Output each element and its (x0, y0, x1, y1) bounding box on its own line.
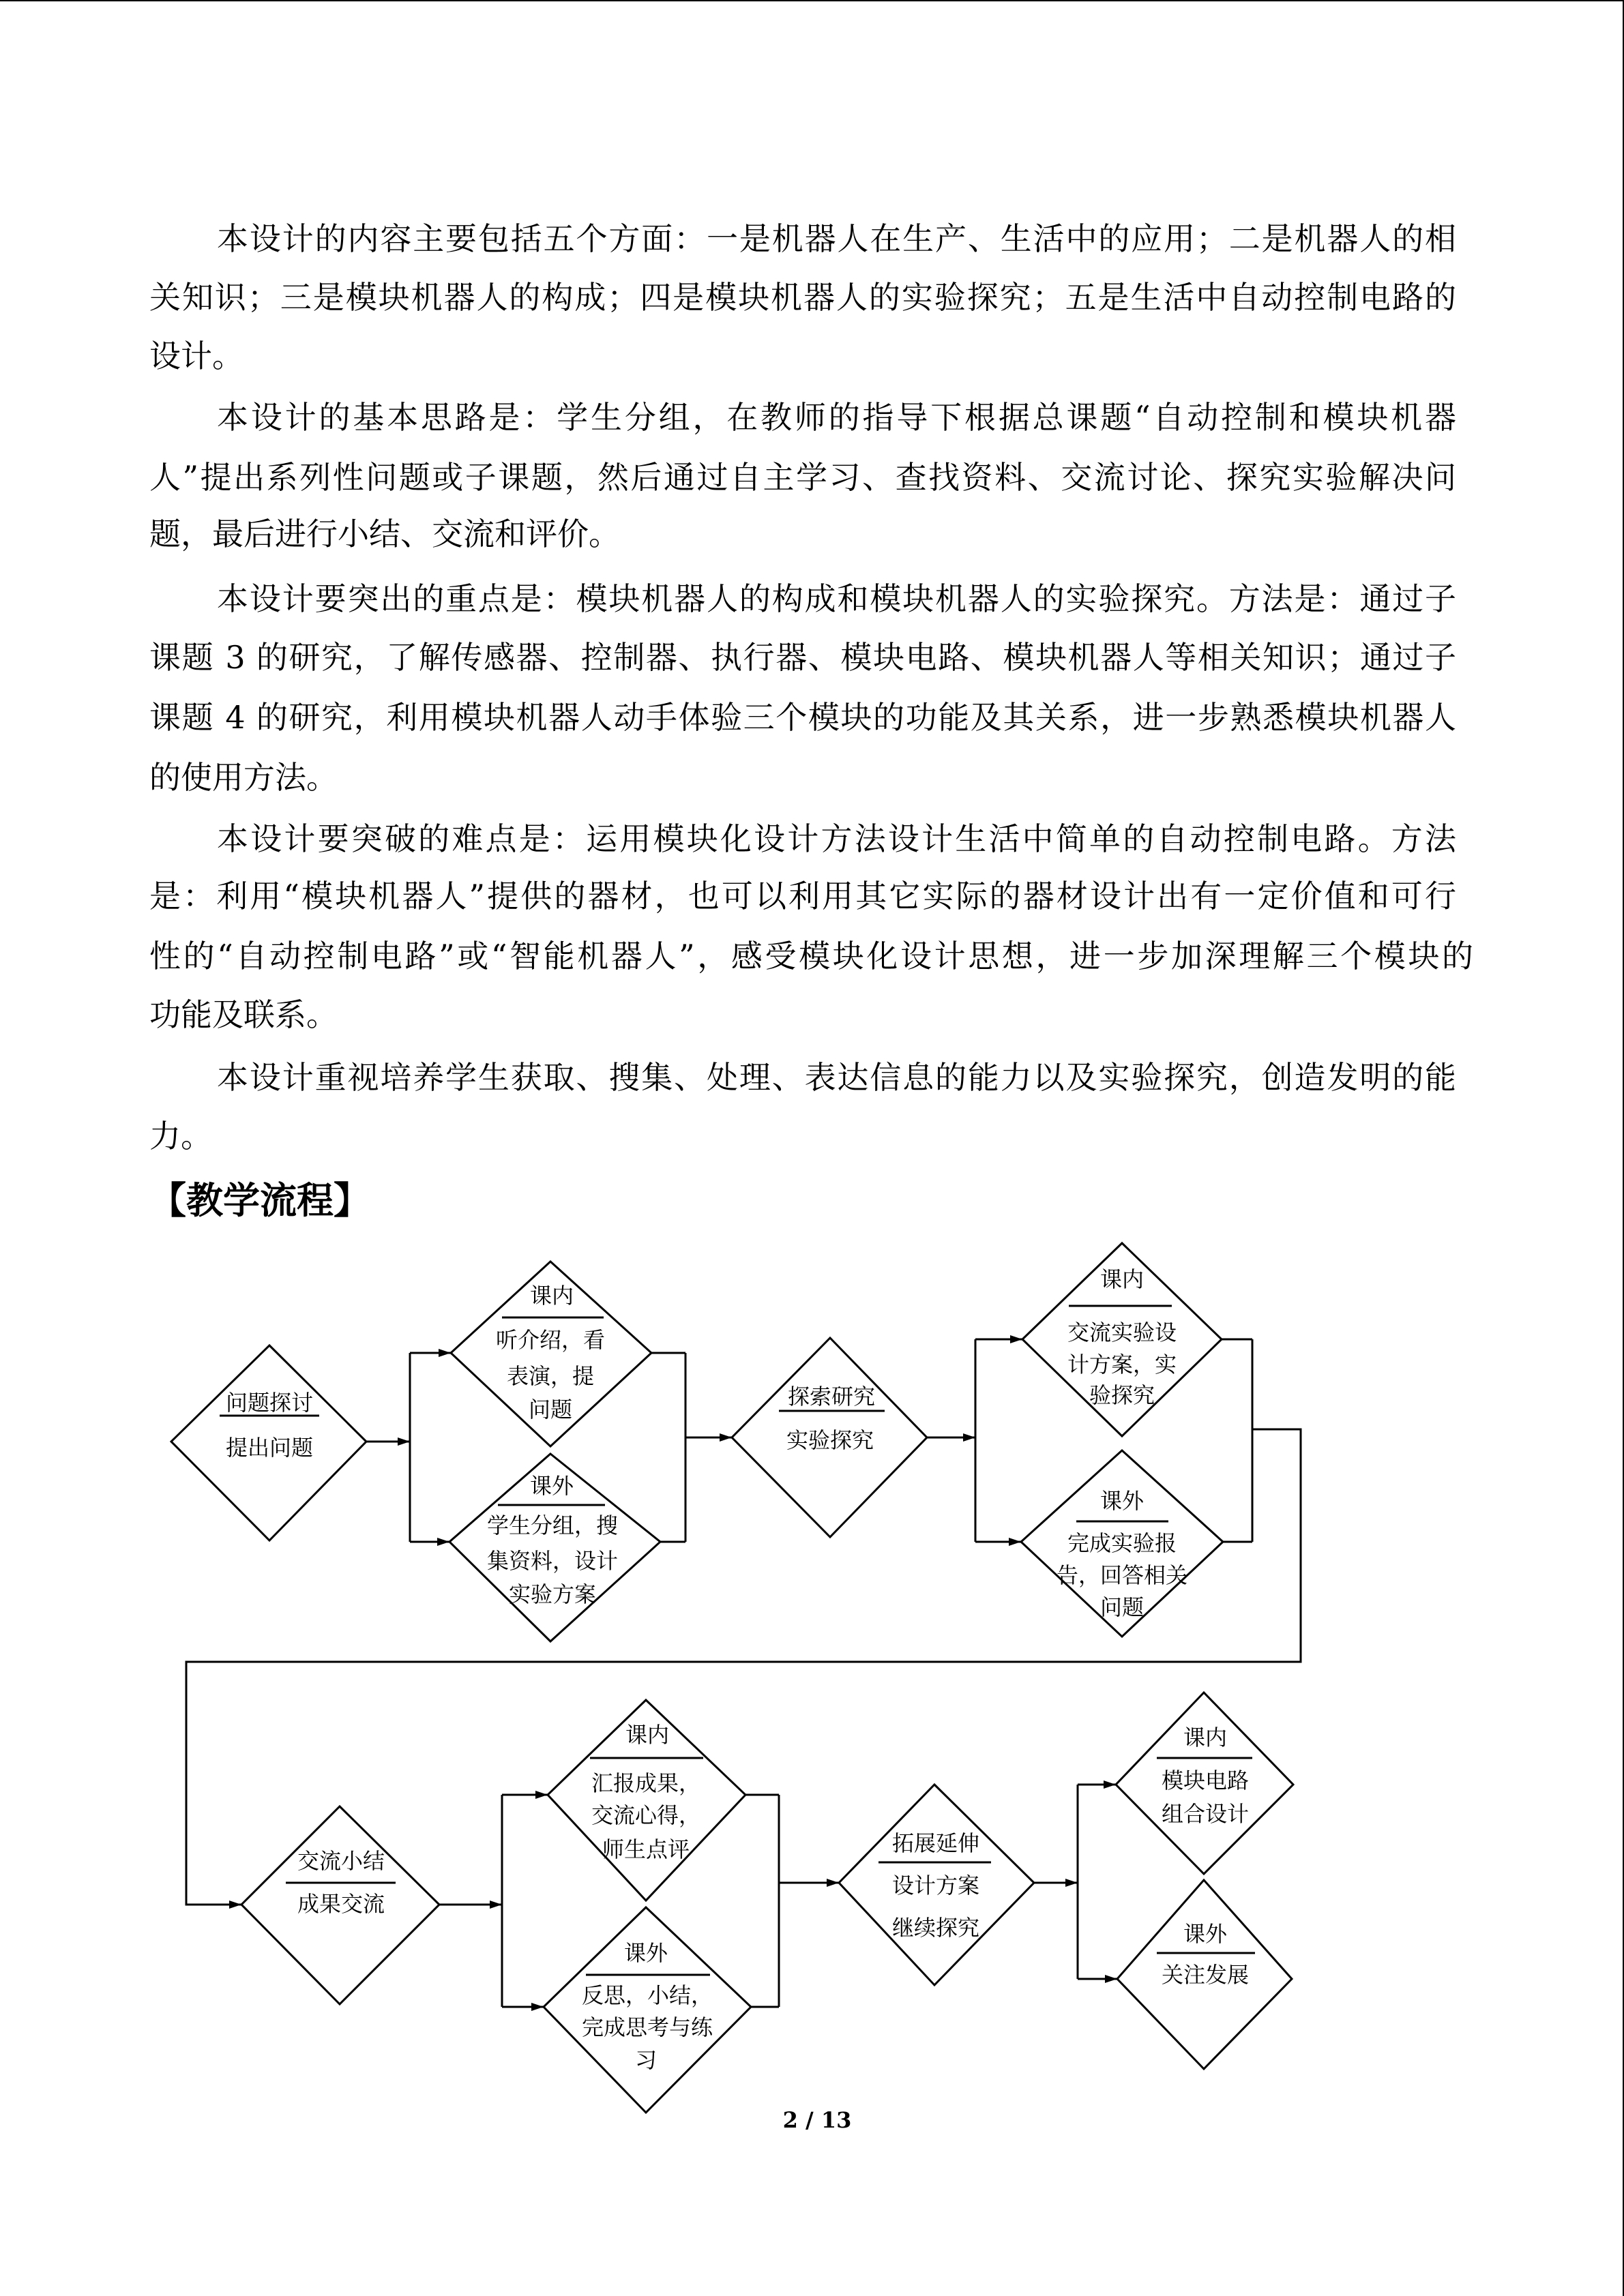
node-body-line: 师生点评 (602, 1836, 690, 1862)
flow-node-9 (544, 1907, 751, 2113)
node-heading: 课内 (529, 1283, 574, 1309)
node-heading: 探索研究 (787, 1384, 876, 1410)
section-heading: 【教学流程】 (149, 1178, 370, 1222)
node-body-line: 告，回答相关 (1056, 1562, 1188, 1588)
node-heading: 课外 (1183, 1921, 1228, 1947)
diamond-shape (544, 1907, 751, 2113)
paragraph-4-line-4: 功能及联系。 (149, 996, 338, 1033)
paragraph-2-line-1: 本设计的基本思路是：学生分组，在教师的指导下根据总课题“自动控制和模块机器 (217, 399, 1456, 436)
node-body-line: 关注发展 (1161, 1962, 1250, 1988)
node-body-line: 学生分组，搜 (486, 1512, 619, 1538)
node-body-line: 汇报成果， (591, 1770, 701, 1796)
node-body-line: 习 (634, 2047, 658, 2073)
node-body-line: 实验方案 (508, 1581, 597, 1607)
paragraph-4-line-3: 性的“自动控制电路”或“智能机器人”，感受模块化设计思想，进一步加深理解三个模块的 (149, 938, 1473, 974)
flow-node-11 (1116, 1693, 1293, 1874)
node-body-line: 反思，小结， (581, 1982, 713, 2008)
node-body-line: 提出问题 (225, 1435, 314, 1461)
teaching-flowchart (0, 1, 1624, 2296)
flow-node-7 (241, 1806, 439, 2004)
page-number: 2 / 13 (782, 2107, 852, 2133)
node-body-line: 问题 (528, 1397, 573, 1422)
flow-node-3 (449, 1454, 660, 1641)
node-body-line: 设计方案 (891, 1873, 980, 1898)
node-body-line: 模块电路 (1161, 1768, 1250, 1793)
node-heading: 课内 (1183, 1725, 1228, 1750)
node-heading: 问题探讨 (225, 1390, 314, 1416)
node-heading: 课外 (529, 1473, 574, 1499)
node-body-line: 验探究 (1089, 1382, 1155, 1408)
node-body-line: 交流心得， (591, 1802, 701, 1828)
flow-node-12 (1117, 1880, 1292, 2069)
node-body-line: 完成实验报 (1067, 1530, 1177, 1556)
node-body-line: 表演，提 (506, 1363, 595, 1389)
node-heading: 拓展延伸 (891, 1830, 980, 1856)
paragraph-5-line-2: 力。 (149, 1118, 212, 1154)
flow-node-2 (451, 1262, 651, 1446)
node-body-line: 继续探究 (891, 1915, 980, 1941)
node-heading: 课外 (623, 1940, 668, 1966)
node-body-line: 交流实验设 (1067, 1320, 1177, 1345)
paragraph-3-line-1: 本设计要突出的重点是：模块机器人的构成和模块机器人的实验探究。方法是：通过子 (217, 580, 1456, 617)
node-body-line: 听介绍，看 (495, 1327, 606, 1353)
node-body-line: 成果交流 (297, 1891, 385, 1917)
flow-node-4 (732, 1338, 927, 1537)
node-body-line: 完成思考与练 (581, 2014, 713, 2040)
node-body-line: 计方案，实 (1067, 1352, 1177, 1377)
flow-node-10 (839, 1785, 1034, 1985)
paragraph-1-line-3: 设计。 (149, 338, 243, 374)
paragraph-3-line-2: 课题 3 的研究，了解传感器、控制器、执行器、模块电路、模块机器人等相关知识；通过子 (149, 639, 1456, 676)
node-heading: 课内 (625, 1722, 670, 1748)
node-body-line: 实验探究 (786, 1427, 874, 1453)
paragraph-5-line-1: 本设计重视培养学生获取、搜集、处理、表达信息的能力以及实验探究，创造发明的能 (217, 1059, 1456, 1096)
paragraph-1-line-2: 关知识；三是模块机器人的构成；四是模块机器人的实验探究；五是生活中自动控制电路的 (149, 279, 1456, 316)
paragraph-2-line-2: 人”提出系列性问题或子课题，然后通过自主学习、查找资料、交流讨论、探究实验解决问 (149, 459, 1456, 496)
paragraph-2-line-3: 题，最后进行小结、交流和评价。 (149, 516, 620, 552)
node-heading: 课内 (1099, 1266, 1145, 1292)
node-body-line: 集资料，设计 (486, 1548, 619, 1574)
flow-node-1 (171, 1345, 366, 1540)
node-body-line: 组合设计 (1161, 1801, 1250, 1827)
flow-node-5 (1022, 1243, 1222, 1436)
paragraph-3-line-3: 课题 4 的研究，利用模块机器人动手体验三个模块的功能及其关系，进一步熟悉模块机器人 (149, 699, 1456, 736)
node-heading: 交流小结 (297, 1848, 385, 1874)
node-body-line: 问题 (1099, 1594, 1145, 1620)
paragraph-4-line-1: 本设计要突破的难点是：运用模块化设计方法设计生活中简单的自动控制电路。方法 (217, 820, 1456, 857)
flow-node-8 (548, 1700, 745, 1900)
flow-node-6 (1021, 1450, 1223, 1637)
paragraph-3-line-4: 的使用方法。 (149, 759, 338, 796)
paragraph-4-line-2: 是：利用“模块机器人”提供的器材，也可以利用其它实际的器材设计出有一定价值和可行 (149, 878, 1456, 914)
paragraph-1-line-1: 本设计的内容主要包括五个方面：一是机器人在生产、生活中的应用；二是机器人的相 (217, 220, 1456, 257)
node-heading: 课外 (1099, 1488, 1145, 1514)
